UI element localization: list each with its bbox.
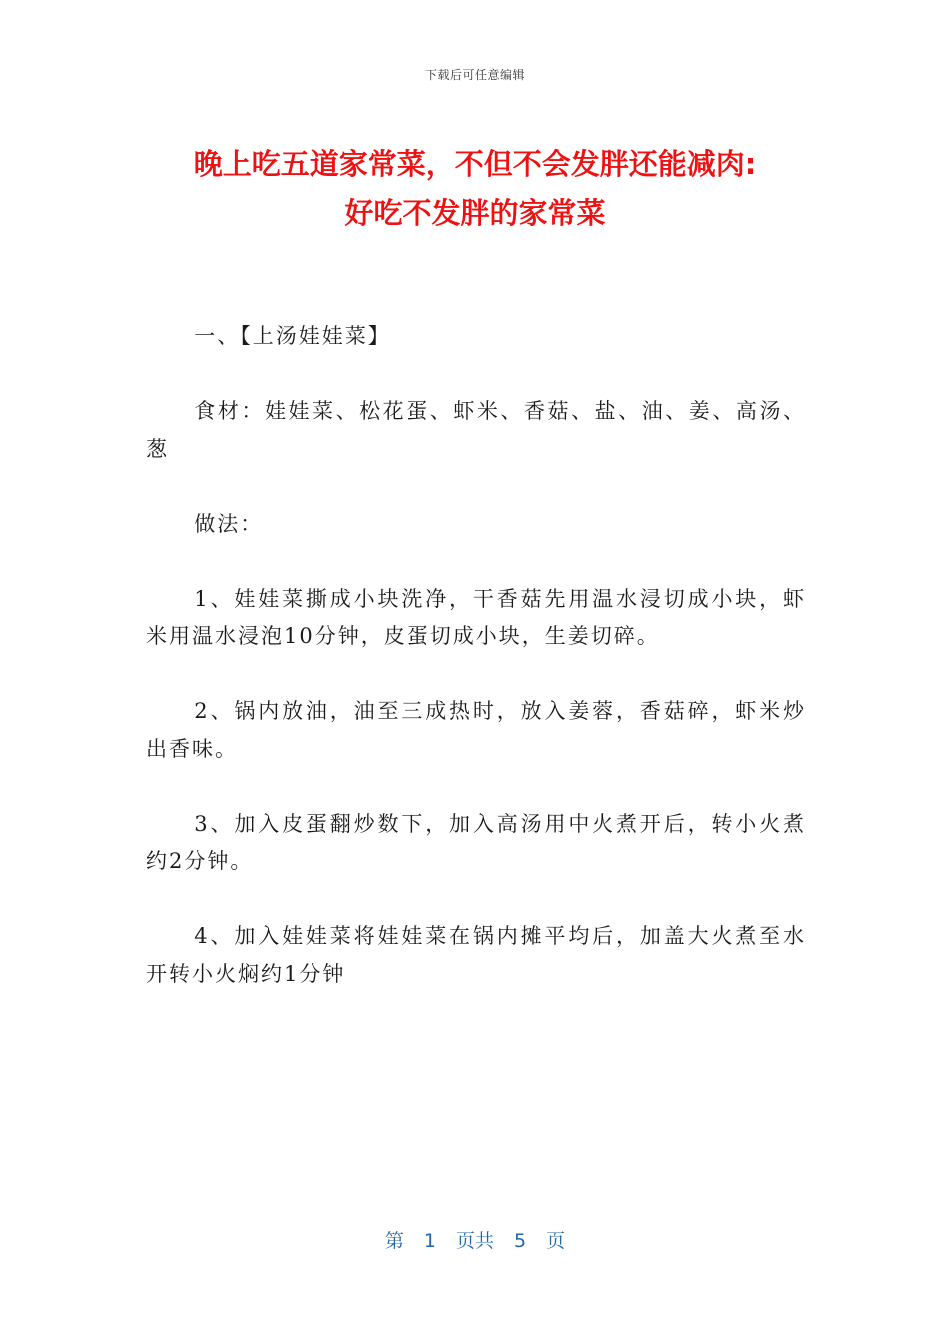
step-4-paragraph: 4、加入娃娃菜将娃娃菜在锅内摊平均后，加盖大火煮至水开转小火焖约1分钟 — [146, 924, 806, 986]
page-total-number: 5 — [514, 1230, 527, 1252]
step-1-paragraph: 1、娃娃菜撕成小块洗净，干香菇先用温水浸切成小块，虾米用温水浸泡10分钟，皮蛋切成小块，生姜切碎。 — [146, 586, 806, 648]
step-3-paragraph: 3、加入皮蛋翻炒数下，加入高汤用中火煮开后，转小火煮约2分钟。 — [146, 811, 806, 873]
section-heading: 一、【上汤娃娃菜】 — [194, 324, 391, 348]
document-title — [100, 140, 850, 238]
document-body — [146, 318, 806, 1031]
title-line-1: 晚上吃五道家常菜，不但不会发胖还能减肉: — [193, 147, 757, 181]
page-mid-label: 页共 — [455, 1230, 494, 1252]
step-2-paragraph: 2、锅内放油，油至三成热时，放入姜蓉，香菇碎，虾米炒出香味。 — [146, 699, 806, 761]
ingredients-paragraph: 食材：娃娃菜、松花蛋、虾米、香菇、盐、油、姜、高汤、葱 — [146, 399, 806, 461]
method-label: 做法： — [194, 511, 264, 536]
page-end-label: 页 — [546, 1230, 566, 1252]
page-label: 第 — [384, 1230, 404, 1252]
page-footer — [0, 1226, 950, 1253]
page-current-number: 1 — [423, 1230, 436, 1252]
header-note: 下载后可任意编辑 — [424, 68, 525, 82]
title-line-2: 好吃不发胖的家常菜 — [344, 196, 606, 230]
